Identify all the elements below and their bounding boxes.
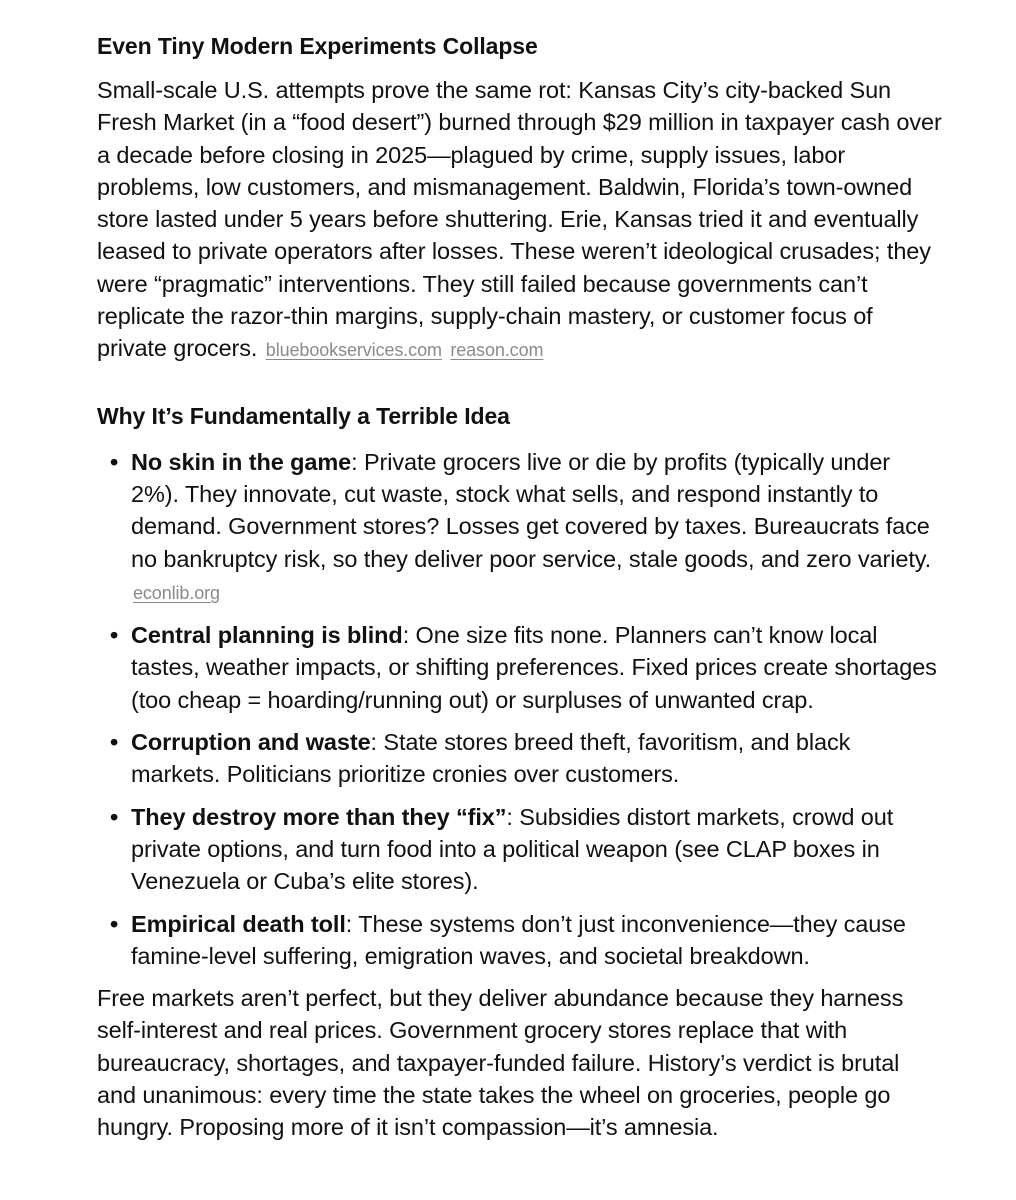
item-text: : State stores breed theft, favoritism, and black markets. Politicians prioritize cronies over customers. bbox=[131, 729, 851, 788]
list-item bbox=[97, 908, 942, 973]
bullet-icon: • bbox=[110, 448, 119, 475]
item-text: : Private grocers live or die by profits (typically under 2%). They innovate, cut waste, stock what sells, and respond instantly to demand. Government stores? Losses get covered by taxes. Bureaucrats face no bankruptcy risk, so they deliver poor service, stale goods, and zero variety. bbox=[131, 448, 932, 572]
body-text: Small-scale U.S. attempts prove the same rot: Kansas City’s city-backed Sun Fresh Market (in a “food desert”) burned through $29 million in taxpayer cash over a decade before closing in 2025—plagued by crime, supply issues, labor problems, low customers, and mismanagement. Baldwin, Florida’s town-owned store lasted under 5 years before shuttering. Erie, Kansas tried it and eventually leased to private operators after losses. These weren’t ideological crusades; they were “pragmatic” interventions. They still failed because governments can’t replicate the razor-thin margins, supply-chain mastery, or customer focus of private grocers. bbox=[97, 77, 942, 362]
item-text: : These systems don’t just inconvenience—they cause famine-level suffering, emigration waves, and societal breakdown. bbox=[131, 910, 906, 969]
item-text: : One size fits none. Planners can’t know local tastes, weather impacts, or shifting preferences. Fixed prices create shortages (too cheap = hoarding/running out) or surpluses of unwanted crap. bbox=[131, 622, 937, 713]
list-item bbox=[97, 801, 942, 898]
item-text: : Subsidies distort markets, crowd out private options, and turn food into a political weapon (see CLAP boxes in Venezuela or Cuba’s elite stores). bbox=[131, 803, 894, 895]
item-title: No skin in the game bbox=[131, 448, 352, 475]
bullet-icon: • bbox=[110, 622, 119, 649]
bullet-icon: • bbox=[110, 803, 119, 830]
source-link-bluebookservices[interactable]: bluebookservices.com bbox=[265, 340, 442, 361]
section-body-experiments bbox=[97, 74, 942, 367]
source-link-econlib[interactable]: econlib.org bbox=[133, 582, 220, 603]
conclusion-paragraph: Free markets aren’t perfect, but they deliver abundance because they harness self-interest and real prices. Government grocery stores replace that with bureaucracy, shortages, and taxpayer-funded failure. History’s verdict is brutal and unanimous: every time the state takes the wheel on groceries, people go hungry. Proposing more of it isn’t compassion—it’s amnesia. bbox=[97, 985, 904, 1141]
bullet-icon: • bbox=[110, 729, 119, 756]
section-heading-experiments: Even Tiny Modern Experiments Collapse bbox=[97, 33, 538, 59]
list-item bbox=[97, 726, 942, 791]
item-title: Corruption and waste bbox=[131, 729, 371, 756]
section-heading-terrible-idea: Why It’s Fundamentally a Terrible Idea bbox=[97, 402, 510, 429]
item-title: Empirical death toll bbox=[131, 910, 346, 937]
item-title: They destroy more than they “fix” bbox=[131, 803, 507, 830]
list-item bbox=[97, 446, 942, 609]
item-title: Central planning is blind bbox=[131, 622, 403, 649]
source-link-reason[interactable]: reason.com bbox=[450, 340, 544, 361]
bullet-icon: • bbox=[110, 910, 119, 937]
reasons-list bbox=[97, 446, 942, 972]
article bbox=[97, 30, 942, 1144]
list-item bbox=[97, 619, 942, 716]
